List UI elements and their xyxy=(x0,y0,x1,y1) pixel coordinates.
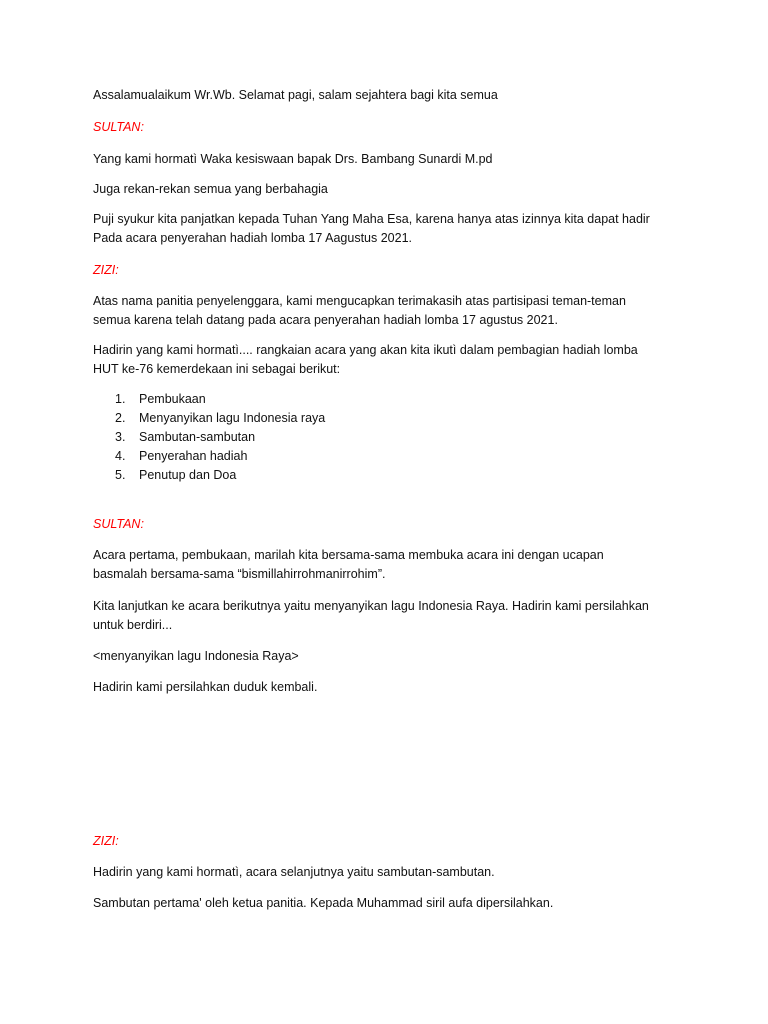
list-number: 2. xyxy=(115,411,126,425)
list-item-label: Penutup dan Doa xyxy=(139,468,237,482)
list-item xyxy=(93,390,325,409)
speaker-label: SULTAN: xyxy=(93,120,144,134)
paragraph: Sambutan pertama' oleh ketua panitia. Kepada Muhammad siril aufa dipersilahkan. xyxy=(93,896,554,910)
list-item xyxy=(93,409,325,428)
list-item-label: Pembukaan xyxy=(139,392,206,406)
list-number: 4. xyxy=(115,449,126,463)
paragraph: Hadirin yang kami hormatì, acara selanjutnya yaitu sambutan-sambutan. xyxy=(93,865,495,879)
list-number: 3. xyxy=(115,430,126,444)
list-item-label: Sambutan-sambutan xyxy=(139,430,256,444)
speaker-label: ZIZI: xyxy=(93,834,119,848)
paragraph-line: basmalah bersama-sama “bismillahirrohmanirrohim”. xyxy=(93,567,386,581)
speaker-label: ZIZI: xyxy=(93,263,119,277)
paragraph-line: Acara pertama, pembukaan, marilah kita bersama-sama membuka acara ini dengan ucapan xyxy=(93,548,604,562)
paragraph-line: Kita lanjutkan ke acara berikutnya yaitu menyanyikan lagu Indonesia Raya. Hadirin kami persilahkan xyxy=(93,599,649,613)
agenda-list xyxy=(93,390,325,485)
paragraph-line: Puji syukur kita panjatkan kepada Tuhan Yang Maha Esa, karena hanya atas izinnya kita dapat hadir xyxy=(93,212,650,226)
paragraph-line: semua karena telah datang pada acara penyerahan hadiah lomba 17 agustus 2021. xyxy=(93,313,558,327)
list-item xyxy=(93,428,325,447)
paragraph xyxy=(93,210,683,248)
list-number: 5. xyxy=(115,468,126,482)
paragraph xyxy=(93,341,683,379)
paragraph-line: untuk berdiri... xyxy=(93,618,173,632)
list-item xyxy=(93,447,325,466)
paragraph xyxy=(93,292,683,330)
paragraph xyxy=(93,546,683,584)
speaker-label: SULTAN: xyxy=(93,517,144,531)
paragraph-line: Hadirin yang kami hormatì.... rangkaian acara yang akan kita ikutì dalam pembagian hadiah lomba xyxy=(93,343,638,357)
paragraph: Juga rekan-rekan semua yang berbahagia xyxy=(93,182,328,196)
list-number: 1. xyxy=(115,392,126,406)
paragraph: Yang kami hormatì Waka kesiswaan bapak Drs. Bambang Sunardi M.pd xyxy=(93,152,493,166)
paragraph: Hadirin kami persilahkan duduk kembali. xyxy=(93,680,318,694)
list-item xyxy=(93,466,325,485)
paragraph: <menyanyikan lagu Indonesia Raya> xyxy=(93,649,299,663)
paragraph-line: HUT ke-76 kemerdekaan ini sebagai berikut: xyxy=(93,362,341,376)
greeting-text: Assalamualaikum Wr.Wb. Selamat pagi, salam sejahtera bagi kita semua xyxy=(93,88,498,102)
list-item-label: Menyanyikan lagu Indonesia raya xyxy=(139,411,326,425)
list-item-label: Penyerahan hadiah xyxy=(139,449,248,463)
paragraph xyxy=(93,597,683,635)
paragraph-line: Pada acara penyerahan hadiah lomba 17 Aagustus 2021. xyxy=(93,231,412,245)
paragraph-line: Atas nama panitia penyelenggara, kami mengucapkan terimakasih atas partisipasi teman-teman xyxy=(93,294,626,308)
